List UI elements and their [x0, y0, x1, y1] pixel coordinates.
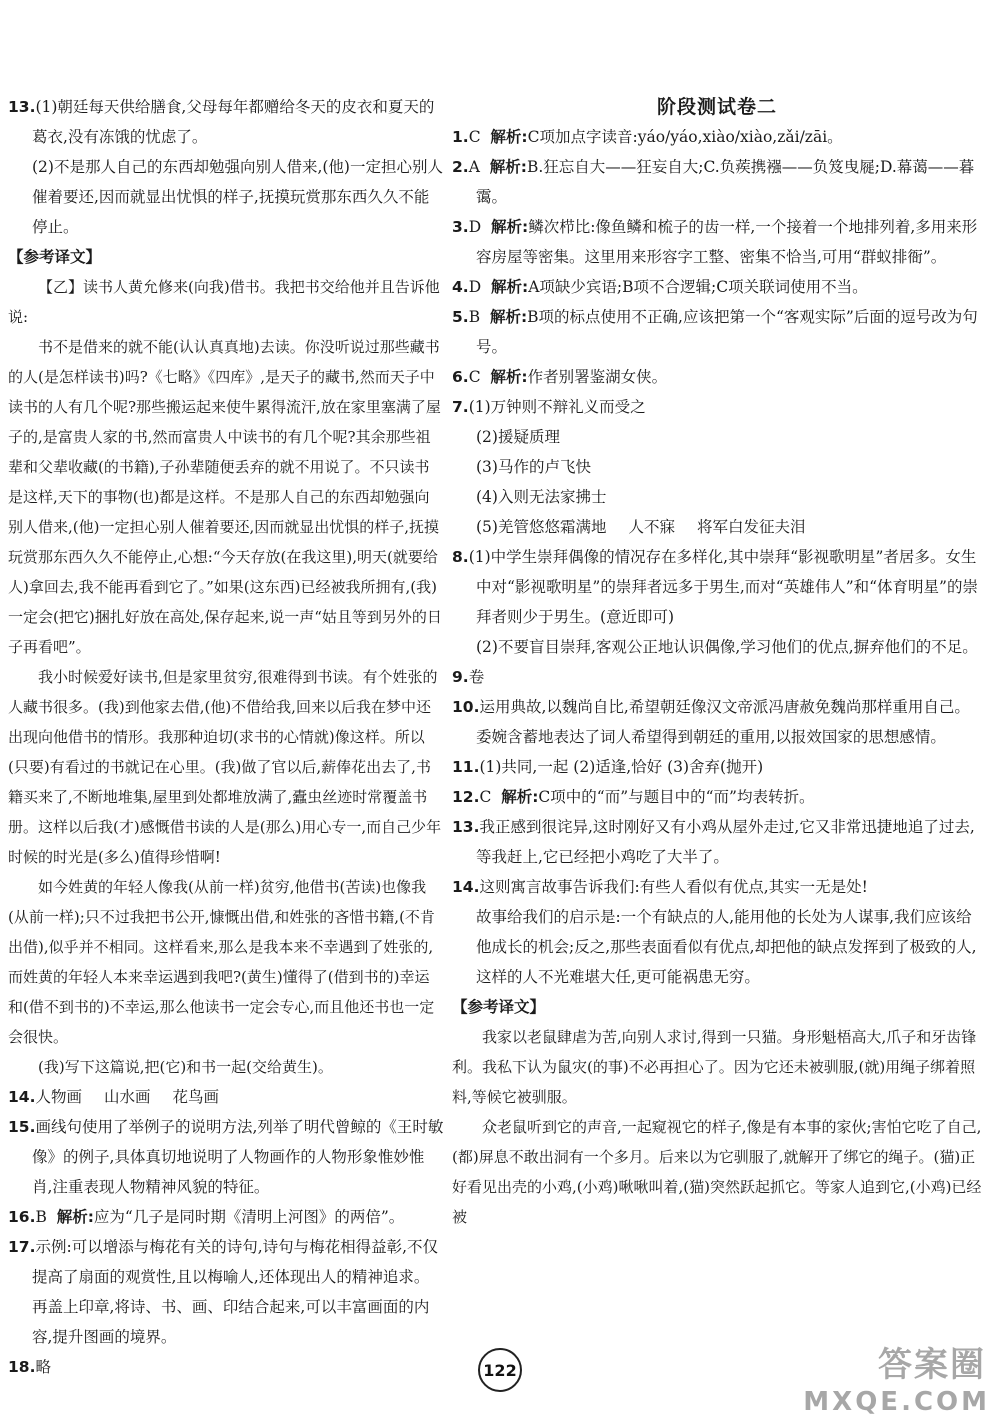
question-number: 11. [452, 758, 480, 776]
question-number: 15. [8, 1118, 36, 1136]
right-column [452, 92, 982, 1232]
question-number: 9. [452, 668, 469, 686]
question-number: 1. [452, 128, 469, 146]
question-number: 2. [452, 158, 469, 176]
question-number: 16. [8, 1208, 36, 1226]
analysis-label: 解析: [490, 218, 529, 236]
question-number: 14. [452, 878, 480, 896]
question-number: 8. [452, 548, 469, 566]
answer-r9: 9.卷 [452, 668, 485, 686]
question-number: 12. [452, 788, 480, 806]
analysis-label: 解析: [490, 368, 528, 386]
answer-16: 16.B 解析:应为“几子是同时期《清明上河图》的两倍”。 [8, 1208, 405, 1226]
analysis-label: 解析: [489, 158, 527, 176]
reference-translation [8, 272, 444, 1082]
question-number: 13. [452, 818, 480, 836]
translation-paragraph: 书不是借来的就不能(认认真真地)去读。你没听说过那些藏书的人(是怎样读书)吗?《七略》《四库》,是天子的藏书,然而天子中读书的人有几个呢?那些搬运起来使牛累得流汗,放在家里塞满了屋子的,是富贵人家的书,然而富贵人中读书的有几个呢?其余那些祖辈和父辈收藏(的书籍),子孙辈随便丢弃的就不用说了。不只读书是这样,天下的事物(也)都是这样。不是那人自己的东西却勉强向别人借来,(他)一定担心别人催着要还,因而就显出忧惧的样子,抚摸玩赏那东西久久不能停止,心想:“今天存放(在我这里),明天(就要给人)拿回去,我不能再看到它了。”如果(这东西)已经被我所拥有,(我)一定会(把它)捆扎好放在高处,保存起来,说一声“姑且等到另外的日子再看吧”。 [8, 338, 442, 656]
answer-r14-part1: 14.这则寓言故事告诉我们:有些人看似有优点,其实一无是处! [452, 878, 868, 896]
answer-r4: 4.D 解析:A项缺少宾语;B项不合逻辑;C项关联词使用不当。 [452, 278, 868, 296]
question-number: 6. [452, 368, 469, 386]
answer-15: 15.画线句使用了举例子的说明方法,列举了明代曾鲸的《王时敏像》的例子,具体真切地说明了人物画作的人物形象惟妙惟肖,注重表现人物精神风貌的特征。 [8, 1118, 444, 1196]
answer-r14 [452, 872, 982, 992]
watermark-url: MXQE.COM [803, 1387, 990, 1417]
analysis-label: 解析: [490, 128, 528, 146]
answer-13-part1: 13.(1)朝廷每天供给膳食,父母每年都赠给冬天的皮衣和夏天的葛衣,没有冻饿的忧虑了。 [8, 98, 435, 146]
answer-r13: 13.我正感到很诧异,这时刚好又有小鸡从屋外走过,它又非常迅捷地追了过去,等我赶上,它已经把小鸡吃了大半了。 [452, 818, 975, 866]
translation-paragraph: 如今姓黄的年轻人像我(从前一样)贫穷,他借书(苦读)也像我(从前一样);只不过我把书公开,慷慨出借,和姓张的吝惜书籍,(不肯出借),似乎并不相同。这样看来,那么是我本来不幸遇到了姓张的,而姓黄的年轻人本来幸运遇到我吧?(黄生)懂得了(借到书的)幸运和(借不到书的)不幸运,那么他读书一定会专心,而且他还书也一定会很快。 [8, 878, 435, 1046]
answer-17: 17.示例:可以增添与梅花有关的诗句,诗句与梅花相得益彰,不仅提高了扇面的观赏性,且以梅喻人,还体现出人的精神追求。再盖上印章,将诗、书、画、印结合起来,可以丰富画面的内容,提升图画的境界。 [8, 1238, 439, 1346]
answer-r14-part2: 故事给我们的启示是:一个有缺点的人,能用他的长处为人谋事,我们应该给他成长的机会;反之,那些表面看似有优点,却把他的缺点发挥到了极致的人,这样的人不光难堪大任,更可能祸患无穷。 [476, 908, 977, 986]
question-number: 4. [452, 278, 469, 296]
answer-r7-item: (3)马作的卢飞快 [476, 458, 591, 476]
question-number: 10. [452, 698, 480, 716]
answer-r5: 5.B 解析:B项的标点使用不正确,应该把第一个“客观实际”后面的逗号改为句号。 [452, 308, 978, 356]
reference-translation-heading: 【参考译文】 [452, 998, 546, 1016]
translation-paragraph: 【乙】读书人黄允修来(向我)借书。我把书交给他并且告诉他说: [8, 278, 440, 326]
answer-r7-item: (4)入则无法家拂士 [476, 488, 607, 506]
answer-r7-item: 7.(1)万钟则不辩礼义而受之 [452, 398, 646, 416]
question-number: 17. [8, 1238, 36, 1256]
translation-paragraph: 我小时候爱好读书,但是家里贫穷,很难得到书读。有个姓张的人藏书很多。(我)到他家去借,(他)不借给我,回来以后我在梦中还出现向他借书的情形。我那种迫切(求书的心情就)像这样。所以(只要)有看过的书就记在心里。(我)做了官以后,薪俸花出去了,书籍买来了,不断地堆集,屋里到处都堆放满了,蠹虫丝迹时常覆盖书册。这样以后我(才)感慨借书读的人是(那么)用心专一,而自己少年时候的时光是(多么)值得珍惜啊! [8, 668, 442, 866]
answer-r8 [452, 542, 982, 662]
answer-14: 14.人物画 山水画 花鸟画 [8, 1088, 220, 1106]
answer-r1: 1.C 解析:C项加点字读音:yáo/yáo,xiào/xiào,zǎi/zāi。 [452, 128, 843, 146]
answer-r7-item: (5)羌管悠悠霜满地 人不寐 将军白发征夫泪 [476, 518, 806, 536]
answer-r12: 12.C 解析:C项中的“而”与题目中的“而”均表转折。 [452, 788, 815, 806]
page-number: 122 [478, 1348, 522, 1392]
analysis-label: 解析: [56, 1208, 94, 1226]
translation-paragraph: (我)写下这篇说,把(它)和书一起(交给黄生)。 [38, 1058, 333, 1076]
answer-r7 [452, 392, 982, 542]
question-number: 3. [452, 218, 469, 236]
answer-r6: 6.C 解析:作者别署鉴湖女侠。 [452, 368, 668, 386]
answer-13 [8, 92, 444, 242]
section-title: 阶段测试卷二 [656, 96, 777, 118]
analysis-label: 解析: [490, 278, 529, 296]
answer-r7-item: (2)援疑质理 [476, 428, 560, 446]
answer-13-part2: (2)不是那人自己的东西却勉强向别人借来,(他)一定担心别人催着要还,因而就显出忧惧的样子,抚摸玩赏那东西久久不能停止。 [32, 158, 443, 236]
translation-paragraph: 我家以老鼠肆虐为苦,向别人求讨,得到一只猫。身形魁梧高大,爪子和牙齿锋利。我私下认为鼠灾(的事)不必再担心了。因为它还未被驯服,(就)用绳子绑着照料,等候它被驯服。 [452, 1028, 977, 1106]
analysis-label: 解析: [501, 788, 539, 806]
question-number: 13. [8, 98, 36, 116]
watermark-logo [803, 1337, 992, 1417]
question-number: 7. [452, 398, 469, 416]
answer-r11: 11.(1)共同,一起 (2)适逢,恰好 (3)舍弃(抛开) [452, 758, 764, 776]
answer-r8-part2: (2)不要盲目崇拜,客观公正地认识偶像,学习他们的优点,摒弃他们的不足。 [476, 638, 978, 656]
answer-r10: 10.运用典故,以魏尚自比,希望朝廷像汉文帝派冯唐赦免魏尚那样重用自己。委婉含蓄地表达了词人希望得到朝廷的重用,以报效国家的思想感情。 [452, 698, 970, 746]
reference-translation-heading: 【参考译文】 [8, 248, 102, 266]
watermark-text: 答案圈 [878, 1345, 986, 1385]
question-number: 5. [452, 308, 469, 326]
answer-r2: 2.A 解析:B.狂忘自大——狂妄自大;C.负蒺携襁——负笈曳屣;D.幕蔼——暮霭。 [452, 158, 975, 206]
analysis-label: 解析: [489, 308, 528, 326]
question-number: 14. [8, 1088, 36, 1106]
answer-r3: 3.D 解析:鳞次栉比:像鱼鳞和梳子的齿一样,一个接着一个地排列着,多用来形容房屋等密集。这里用来形容字工整、密集不恰当,可用“群蚁排衙”。 [452, 218, 978, 266]
question-number: 18. [8, 1358, 36, 1376]
left-column [8, 92, 444, 1382]
answer-18: 18.略 [8, 1358, 51, 1376]
answer-r8-part1: 8.(1)中学生崇拜偶像的情况存在多样化,其中崇拜“影视歌明星”者居多。女生中对“影视歌明星”的崇拜者远多于男生,而对“英雄伟人”和“体育明星”的崇拜者则少于男生。(意近即可) [452, 548, 978, 626]
reference-translation [452, 1022, 982, 1232]
translation-paragraph: 众老鼠听到它的声音,一起窥视它的样子,像是有本事的家伙;害怕它吃了自己,(都)屏息不敢出洞有一个多月。后来以为它驯服了,就解开了绑它的绳子。(猫)正好看见出壳的小鸡,(小鸡)啾啾叫着,(猫)突然跃起抓它。等家人追到它,(小鸡)已经被 [452, 1118, 982, 1226]
